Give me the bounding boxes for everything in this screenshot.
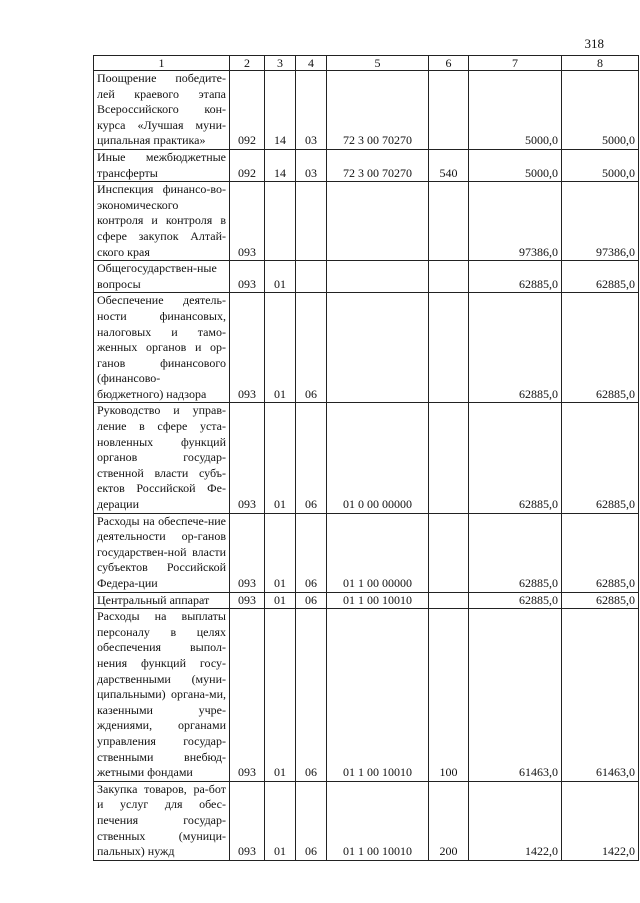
amount-col8-cell: 97386,0	[562, 182, 639, 261]
admin-code-cell: 092	[230, 149, 265, 181]
table-row	[94, 149, 639, 181]
expense-type-cell	[429, 513, 469, 592]
header-row	[94, 56, 639, 71]
expense-type-cell: 200	[429, 781, 469, 860]
row-name-cell: Поощрение победите-лей краевого этапа Всероссийского кон-курса «Лучшая муни-ципальная практика»	[94, 71, 230, 150]
row-name-cell: Расходы на выплаты персоналу в целях обеспечения выпол-нения функций госу-дарственными (муни-ципальными) органа-ми, казенными учре-ждениями, органами управления государ-ственными внебюд-жетными фондами	[94, 609, 230, 782]
section-cell: 01	[265, 609, 296, 782]
table-row	[94, 71, 639, 150]
subsection-cell: 06	[296, 781, 327, 860]
admin-code-cell: 093	[230, 609, 265, 782]
expense-type-cell	[429, 261, 469, 293]
amount-col8-cell: 5000,0	[562, 149, 639, 181]
amount-col8-cell: 62885,0	[562, 513, 639, 592]
amount-col7-cell: 61463,0	[469, 609, 562, 782]
section-cell: 14	[265, 149, 296, 181]
amount-col8-cell: 62885,0	[562, 261, 639, 293]
subsection-cell: 06	[296, 609, 327, 782]
section-cell: 01	[265, 261, 296, 293]
admin-code-cell: 093	[230, 293, 265, 403]
header-cell: 8	[562, 56, 639, 71]
row-name-cell: Закупка товаров, ра-бот и услуг для обес-печения государ-ственных (муници-пальных) нужд	[94, 781, 230, 860]
table-row	[94, 592, 639, 609]
amount-col8-cell: 62885,0	[562, 592, 639, 609]
table-row	[94, 403, 639, 513]
admin-code-cell: 093	[230, 513, 265, 592]
table-row	[94, 609, 639, 782]
admin-code-cell: 093	[230, 781, 265, 860]
row-name-cell: Иные межбюджетные трансферты	[94, 149, 230, 181]
page-number: 318	[584, 36, 604, 51]
header-cell: 3	[265, 56, 296, 71]
table-row	[94, 781, 639, 860]
header-cell: 6	[429, 56, 469, 71]
subsection-cell: 03	[296, 149, 327, 181]
row-name-cell: Центральный аппарат	[94, 592, 230, 609]
expense-type-cell	[429, 182, 469, 261]
target-article-cell	[327, 182, 429, 261]
row-name-cell: Инспекция финансо-во-экономического контроля и контроля в сфере закупок Алтай-ского края	[94, 182, 230, 261]
amount-col7-cell: 62885,0	[469, 403, 562, 513]
subsection-cell: 03	[296, 71, 327, 150]
subsection-cell: 06	[296, 513, 327, 592]
subsection-cell: 06	[296, 403, 327, 513]
header-cell: 2	[230, 56, 265, 71]
table-row	[94, 182, 639, 261]
amount-col8-cell: 1422,0	[562, 781, 639, 860]
amount-col7-cell: 62885,0	[469, 261, 562, 293]
expense-type-cell	[429, 592, 469, 609]
target-article-cell: 01 1 00 10010	[327, 781, 429, 860]
subsection-cell: 06	[296, 592, 327, 609]
admin-code-cell: 093	[230, 261, 265, 293]
admin-code-cell: 093	[230, 403, 265, 513]
subsection-cell	[296, 261, 327, 293]
row-name-cell: Руководство и управ-ление в сфере уста-новленных функций органов государ-ственной власти субъ-ектов Российской Фе-дерации	[94, 403, 230, 513]
expense-type-cell	[429, 403, 469, 513]
target-article-cell: 01 1 00 10010	[327, 592, 429, 609]
budget-table	[93, 55, 639, 861]
target-article-cell: 72 3 00 70270	[327, 71, 429, 150]
amount-col7-cell: 62885,0	[469, 592, 562, 609]
section-cell: 01	[265, 513, 296, 592]
amount-col7-cell: 5000,0	[469, 149, 562, 181]
table-row	[94, 293, 639, 403]
expense-type-cell	[429, 293, 469, 403]
subsection-cell	[296, 182, 327, 261]
admin-code-cell: 092	[230, 71, 265, 150]
expense-type-cell: 100	[429, 609, 469, 782]
row-name-cell: Обеспечение деятель-ности финансовых, налоговых и тамо-женных органов и ор-ганов финансового (финансово-бюджетного) надзора	[94, 293, 230, 403]
amount-col7-cell: 5000,0	[469, 71, 562, 150]
section-cell: 14	[265, 71, 296, 150]
target-article-cell: 01 0 00 00000	[327, 403, 429, 513]
target-article-cell: 01 1 00 00000	[327, 513, 429, 592]
table-row	[94, 513, 639, 592]
target-article-cell: 72 3 00 70270	[327, 149, 429, 181]
target-article-cell	[327, 293, 429, 403]
row-name-cell: Расходы на обеспече-ние деятельности ор-ганов государствен-ной власти субъектов Российской Федера-ции	[94, 513, 230, 592]
expense-type-cell	[429, 71, 469, 150]
amount-col7-cell: 62885,0	[469, 513, 562, 592]
table-row	[94, 261, 639, 293]
section-cell: 01	[265, 293, 296, 403]
amount-col7-cell: 62885,0	[469, 293, 562, 403]
admin-code-cell: 093	[230, 182, 265, 261]
subsection-cell: 06	[296, 293, 327, 403]
target-article-cell: 01 1 00 10010	[327, 609, 429, 782]
section-cell	[265, 182, 296, 261]
admin-code-cell: 093	[230, 592, 265, 609]
header-cell: 4	[296, 56, 327, 71]
section-cell: 01	[265, 403, 296, 513]
expense-type-cell: 540	[429, 149, 469, 181]
amount-col8-cell: 61463,0	[562, 609, 639, 782]
amount-col7-cell: 1422,0	[469, 781, 562, 860]
section-cell: 01	[265, 781, 296, 860]
header-cell: 5	[327, 56, 429, 71]
row-name-cell: Общегосударствен-ные вопросы	[94, 261, 230, 293]
target-article-cell	[327, 261, 429, 293]
amount-col8-cell: 62885,0	[562, 403, 639, 513]
amount-col8-cell: 62885,0	[562, 293, 639, 403]
section-cell: 01	[265, 592, 296, 609]
amount-col8-cell: 5000,0	[562, 71, 639, 150]
header-cell: 7	[469, 56, 562, 71]
amount-col7-cell: 97386,0	[469, 182, 562, 261]
header-cell: 1	[94, 56, 230, 71]
